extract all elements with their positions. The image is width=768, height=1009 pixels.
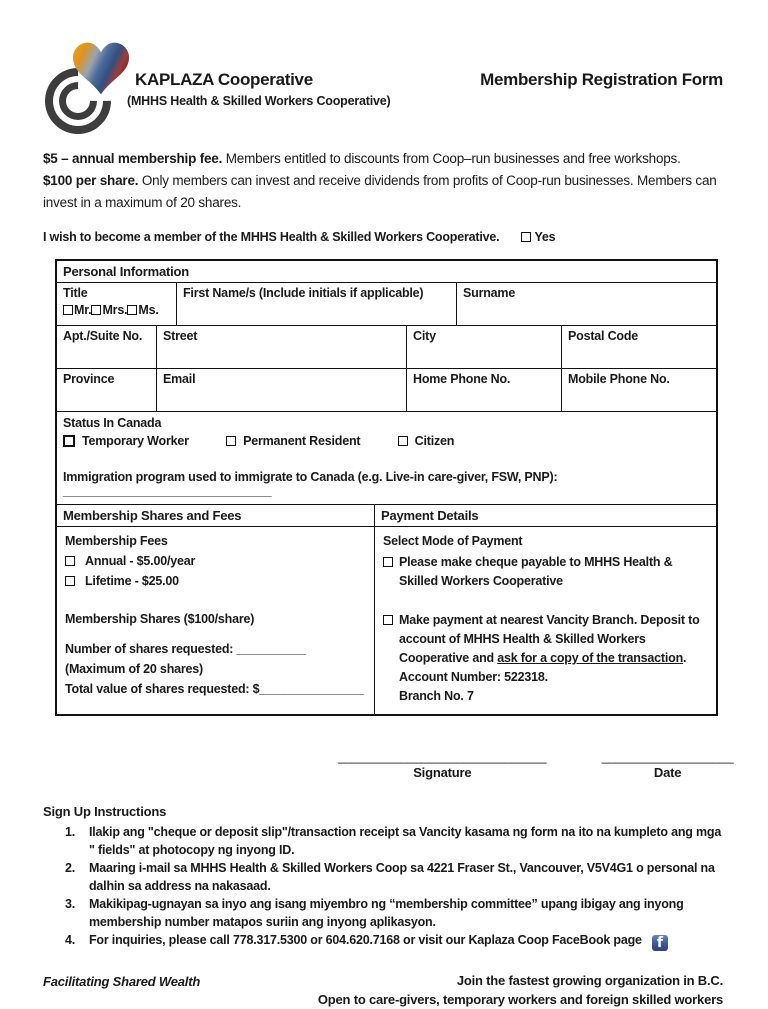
title-field <box>57 283 177 325</box>
vancity-text-start: Make payment at nearest Vancity Branch. Deposit to account of MHHS Health & Skilled Workers Cooperative and <box>399 613 700 665</box>
membership-shares-title: Membership Shares ($100/share) <box>65 612 255 626</box>
vancity-checkbox[interactable] <box>383 615 393 625</box>
mrs-checkbox[interactable] <box>91 305 101 315</box>
permanent-resident-option <box>226 434 360 448</box>
max-shares-note: (Maximum of 20 shares) <box>65 662 204 676</box>
shares-payment-header-row <box>57 505 716 527</box>
signature-line[interactable]: ______________________________ <box>338 750 547 764</box>
footer-line-1: Join the fastest growing organization in B.C. <box>456 973 723 988</box>
mr-label: Mr. <box>74 303 92 317</box>
signature-label: Signature <box>413 765 472 780</box>
mobile-phone-field[interactable] <box>562 369 716 411</box>
postal-code-field[interactable] <box>562 326 716 368</box>
temporary-worker-checkbox[interactable] <box>63 435 75 447</box>
instruction-text: Makikipag-ugnayan sa inyo ang isang miyembro ng “membership committee” upang ibigay ang inyong membership number matapos suriin ang inyong aplikasyon. <box>89 897 684 929</box>
immigration-program-line <box>63 470 710 498</box>
lifetime-fee-checkbox[interactable] <box>65 576 75 586</box>
instruction-item <box>65 896 727 931</box>
total-value-label: Total value of shares requested: $ <box>65 682 260 696</box>
permanent-resident-checkbox[interactable] <box>226 436 236 446</box>
status-options <box>63 434 710 448</box>
fee-rest-text: Members entitled to discounts from Coop–run businesses and free workshops. <box>222 151 681 166</box>
cheque-payment-option <box>383 553 708 591</box>
vancity-payment-option <box>383 611 708 706</box>
mobile-phone-label: Mobile Phone No. <box>568 372 670 386</box>
instruction-text: Maaring i-mail sa MHHS Health & Skilled Workers Coop sa 4221 Fraser St., Vancouver, V5V4G1 o personal na dalhin sa address na nakasaad. <box>89 861 715 893</box>
surname-label: Surname <box>463 286 516 300</box>
instruction-number: 2. <box>65 861 76 875</box>
form-title: Membership Registration Form <box>480 70 723 89</box>
title-options <box>63 303 170 317</box>
postal-code-label: Postal Code <box>568 329 639 343</box>
total-value-blank[interactable]: _______________ <box>259 682 364 696</box>
heart-icon <box>73 42 129 94</box>
temporary-worker-label: Temporary Worker <box>82 434 189 448</box>
instruction-text: Ilakip ang "cheque or deposit slip"/transaction receipt sa Vancity kasama ng form na ito na kumpleto ang mga " fields" at photocopy ng inyong ID. <box>89 825 722 857</box>
vancity-text-end: . <box>683 651 687 665</box>
instruction-text-with-icon <box>89 932 727 951</box>
annual-fee-option <box>65 551 366 571</box>
contact-row <box>57 369 716 412</box>
lifetime-fee-label: Lifetime - $25.00 <box>85 574 179 588</box>
vancity-option-text <box>399 611 708 706</box>
sign-up-instructions <box>43 804 723 951</box>
num-shares-blank[interactable]: __________ <box>236 642 307 656</box>
mr-checkbox[interactable] <box>63 305 73 315</box>
instruction-item <box>65 932 727 951</box>
home-phone-label: Home Phone No. <box>413 372 511 386</box>
instruction-number: 4. <box>65 933 76 947</box>
membership-wish-line <box>43 230 723 244</box>
signature-date-section <box>338 750 734 780</box>
ms-checkbox[interactable] <box>127 305 137 315</box>
temporary-worker-option <box>63 434 189 448</box>
org-name: KAPLAZA Cooperative <box>135 70 313 89</box>
email-label: Email <box>163 372 196 386</box>
membership-fees-title: Membership Fees <box>65 534 168 548</box>
instruction-number: 3. <box>65 897 76 911</box>
permanent-resident-label: Permanent Resident <box>243 434 361 448</box>
street-field[interactable] <box>157 326 407 368</box>
apt-suite-field[interactable] <box>57 326 157 368</box>
ms-label: Ms. <box>138 303 159 317</box>
date-line[interactable]: ___________________ <box>601 750 734 764</box>
province-label: Province <box>63 372 115 386</box>
org-subtitle: (MHHS Health & Skilled Workers Cooperative) <box>127 94 391 108</box>
cheque-checkbox[interactable] <box>383 557 393 567</box>
payment-section-title: Payment Details <box>381 508 479 523</box>
instruction-text: For inquiries, please call 778.317.5300 or 604.620.7168 or visit our Kaplaza Coop FaceBook page <box>89 933 642 947</box>
citizen-checkbox[interactable] <box>398 436 408 446</box>
cheque-option-text: Please make cheque payable to MHHS Health & Skilled Workers Cooperative <box>399 555 673 588</box>
registration-table <box>55 259 718 716</box>
city-label: City <box>413 329 436 343</box>
first-name-field[interactable] <box>177 283 457 325</box>
signature-block <box>338 750 547 780</box>
address-row <box>57 326 716 369</box>
num-shares-label: Number of shares requested: <box>65 642 237 656</box>
branch-number-line: Branch No. 7 <box>399 689 474 703</box>
payment-details-cell <box>375 527 716 714</box>
footer-line-2: Open to care-givers, temporary workers and foreign skilled workers <box>317 992 723 1007</box>
apt-suite-label: Apt./Suite No. <box>63 329 143 343</box>
annual-fee-checkbox[interactable] <box>65 556 75 566</box>
instruction-item <box>65 824 727 859</box>
fee-paragraph <box>43 148 733 170</box>
instructions-list <box>65 824 727 951</box>
share-bold-text: $100 per share. <box>43 173 139 188</box>
lifetime-fee-option <box>65 571 366 591</box>
mrs-label: Mrs. <box>102 303 128 317</box>
date-block <box>602 750 734 780</box>
shares-section-title: Membership Shares and Fees <box>57 505 375 526</box>
home-phone-field[interactable] <box>407 369 562 411</box>
total-value-line <box>65 679 366 699</box>
select-mode-title: Select Mode of Payment <box>383 534 523 548</box>
immigration-program-blank[interactable]: ______________________________ <box>63 484 272 498</box>
form-header <box>43 38 723 134</box>
immigration-program-label: Immigration program used to immigrate to Canada (e.g. Live-in care-giver, FSW, PNP): <box>63 470 558 484</box>
personal-info-header-row <box>57 261 716 283</box>
num-shares-line <box>65 639 366 659</box>
footer-tagline: Facilitating Shared Wealth <box>43 974 201 989</box>
status-in-canada-label: Status In Canada <box>63 416 162 430</box>
facebook-icon[interactable]: f <box>652 935 668 951</box>
city-field[interactable] <box>407 326 562 368</box>
fee-bold-text: $5 – annual membership fee. <box>43 151 223 166</box>
account-number-line: Account Number: 522318. <box>399 670 548 684</box>
share-paragraph <box>43 170 733 214</box>
instructions-title: Sign Up Instructions <box>43 804 167 819</box>
kaplaza-logo <box>45 42 131 134</box>
citizen-label: Citizen <box>414 434 455 448</box>
instruction-number: 1. <box>65 825 76 839</box>
page-footer <box>43 971 723 1009</box>
yes-checkbox[interactable] <box>521 232 531 242</box>
surname-field[interactable] <box>457 283 716 325</box>
status-in-canada-section <box>57 412 716 505</box>
intro-text <box>43 148 733 214</box>
first-name-label: First Name/s (Include initials if applicable) <box>183 286 424 300</box>
email-field[interactable] <box>157 369 407 411</box>
citizen-option <box>398 434 455 448</box>
shares-payment-content-row <box>57 527 716 714</box>
vancity-underlined-text: ask for a copy of the transaction <box>497 651 684 665</box>
share-rest-text: Only members can invest and receive dividends from profits of Coop-run businesses. Members can invest in a maximum of 20 shares. <box>43 173 717 210</box>
annual-fee-label: Annual - $5.00/year <box>85 554 196 568</box>
footer-right-block <box>318 971 723 1009</box>
title-label: Title <box>63 286 88 300</box>
province-field[interactable] <box>57 369 157 411</box>
personal-info-section-title: Personal Information <box>63 264 190 279</box>
wish-text: I wish to become a member of the MHHS Health & Skilled Workers Cooperative. <box>43 230 500 244</box>
name-row <box>57 283 716 326</box>
yes-label: Yes <box>534 230 556 244</box>
membership-fees-cell <box>57 527 375 714</box>
street-label: Street <box>163 329 198 343</box>
instruction-item <box>65 860 727 895</box>
date-label: Date <box>653 765 682 780</box>
